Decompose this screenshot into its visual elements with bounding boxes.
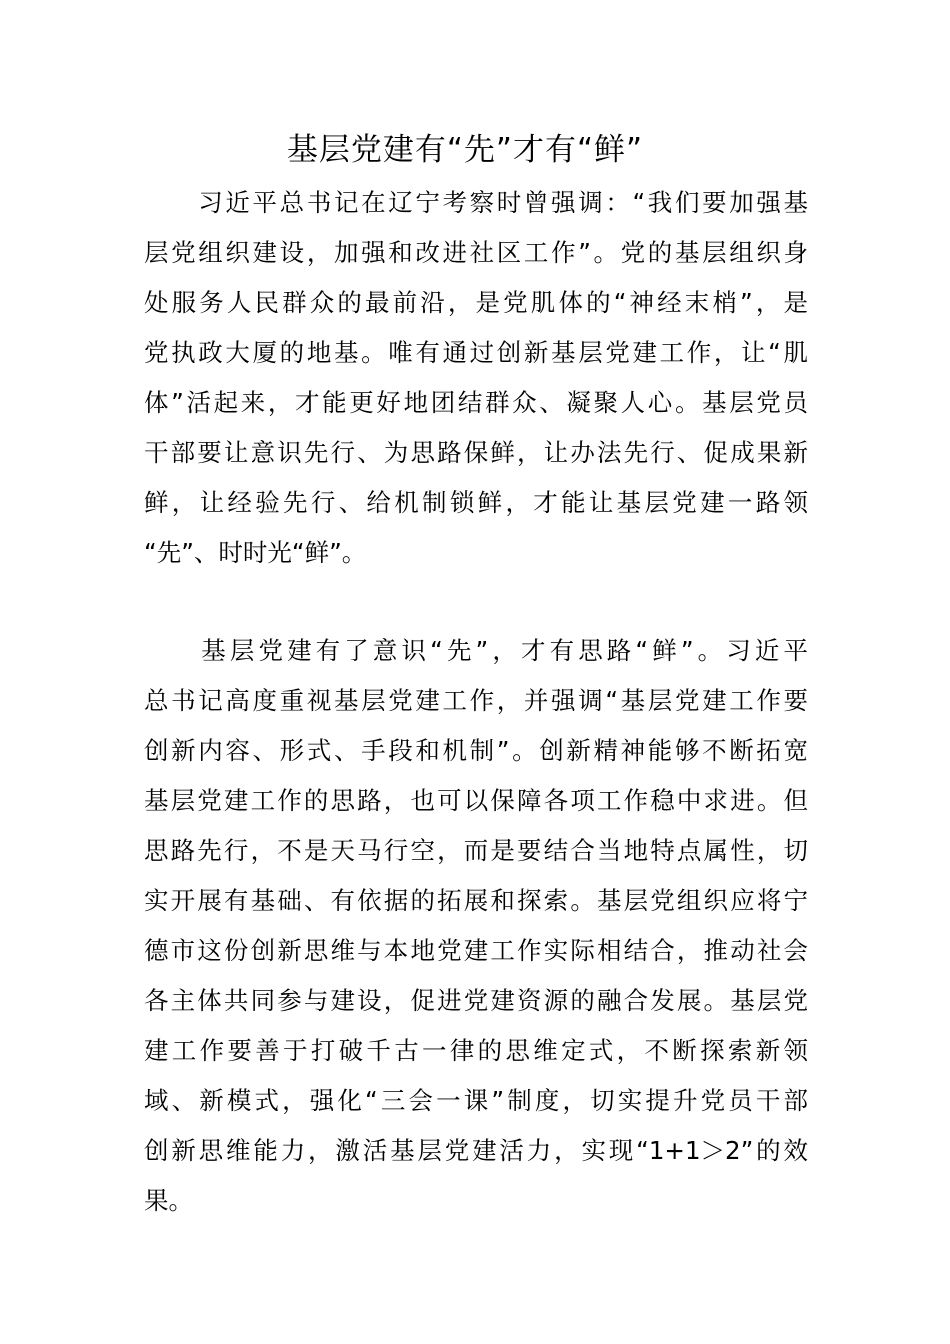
paragraph-line: 创新思维能力，激活基层党建活力，实现“1+1＞2”的效: [144, 1136, 808, 1165]
paragraph-line: 域、新模式，强化“三会一课”制度，切实提升党员干部: [144, 1086, 808, 1115]
paragraph-line: 习近平总书记在辽宁考察时曾强调：“我们要加强基: [144, 188, 808, 217]
paragraph-line: 德市这份创新思维与本地党建工作实际相结合，推动社会: [144, 936, 808, 965]
paragraph-line: 思路先行，不是天马行空，而是要结合当地特点属性，切: [144, 836, 808, 865]
paragraph-intro: [144, 178, 808, 578]
paragraph-line: 干部要让意识先行、为思路保鲜，让办法先行、促成果新: [144, 438, 808, 467]
paragraph-line: 基层党建有了意识“先”，才有思路“鲜”。习近平: [144, 636, 808, 665]
paragraph-line: 创新内容、形式、手段和机制”。创新精神能够不断拓宽: [144, 736, 808, 765]
paragraph-line: 建工作要善于打破千古一律的思维定式，不断探索新领: [144, 1036, 808, 1065]
paragraph-line: 各主体共同参与建设，促进党建资源的融合发展。基层党: [144, 986, 808, 1015]
paragraph-line: 果。: [144, 1186, 193, 1215]
paragraph-thinking: [144, 626, 808, 1226]
paragraph-line: 总书记高度重视基层党建工作，并强调“基层党建工作要: [144, 686, 808, 715]
paragraph-line: 层党组织建设，加强和改进社区工作”。党的基层组织身: [144, 238, 808, 267]
paragraph-line: 基层党建工作的思路，也可以保障各项工作稳中求进。但: [144, 786, 808, 815]
paragraph-line: 处服务人民群众的最前沿，是党肌体的“神经末梢”，是: [144, 288, 808, 317]
paragraph-line: 党执政大厦的地基。唯有通过创新基层党建工作，让“肌: [144, 338, 808, 367]
paragraph-line: 体”活起来，才能更好地团结群众、凝聚人心。基层党员: [144, 388, 808, 417]
document-title: 基层党建有“先”才有“鲜”: [286, 132, 644, 168]
paragraph-line: “先”、时时光“鲜”。: [144, 538, 367, 567]
paragraph-line: 实开展有基础、有依据的拓展和探索。基层党组织应将宁: [144, 886, 808, 915]
paragraph-line: 鲜，让经验先行、给机制锁鲜，才能让基层党建一路领: [144, 488, 808, 517]
